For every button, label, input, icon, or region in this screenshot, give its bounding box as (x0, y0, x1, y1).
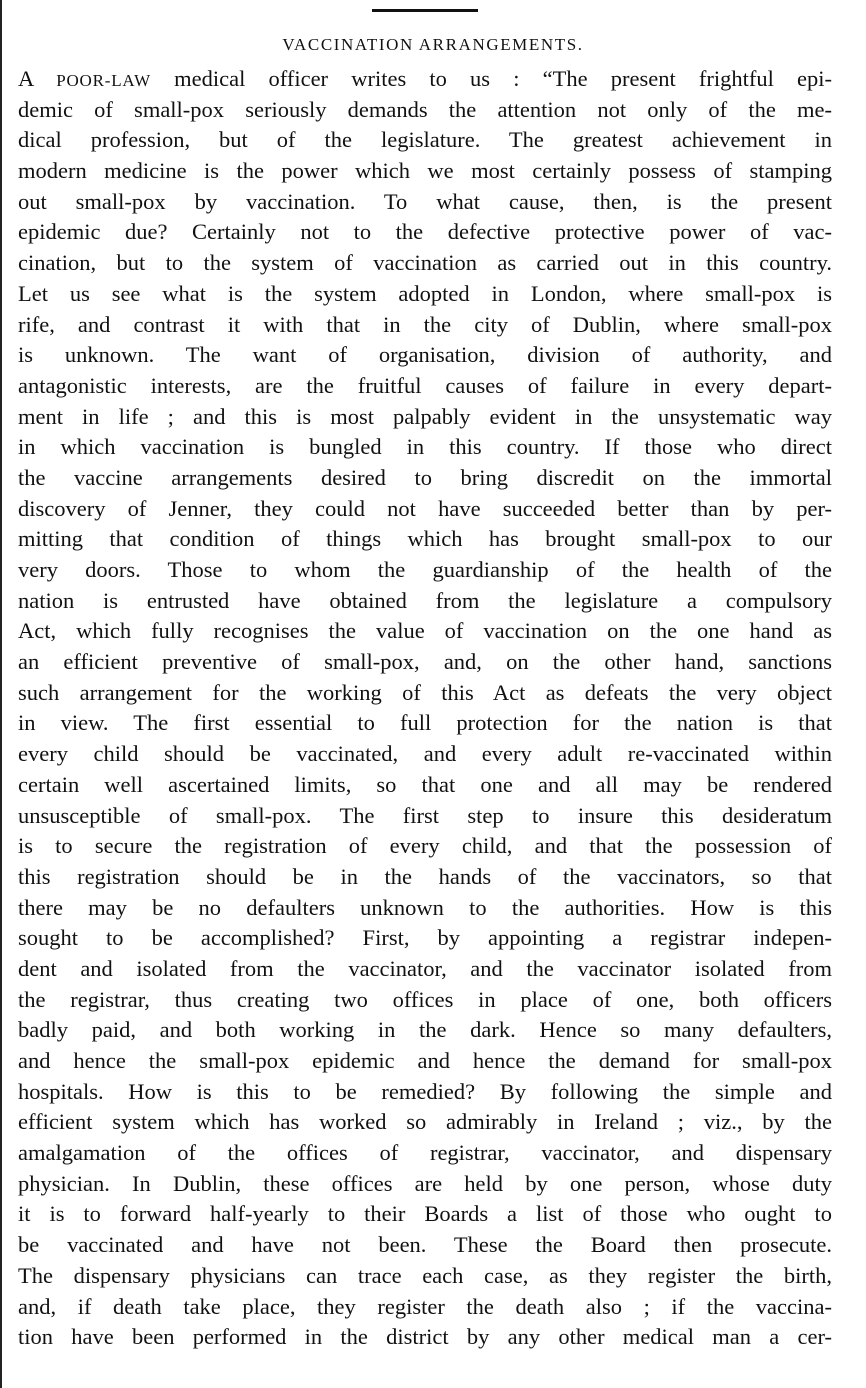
text-line: and, if death take place, they register the death also ; if the vaccina- (18, 1293, 832, 1319)
text-line: tion have been performed in the district by any other medical man a cer- (18, 1324, 832, 1350)
text-line: the registrar, thus creating two offices in place of one, both officers (18, 986, 832, 1012)
top-divider-rule (372, 9, 478, 12)
text-line: physician. In Dublin, these offices are held by one person, whose duty (18, 1170, 832, 1196)
text-line: The dispensary physicians can trace each case, as they register the birth, (18, 1262, 832, 1288)
text-line: antagonistic interests, are the fruitful causes of failure in every depart- (18, 372, 832, 398)
text-line: discovery of Jenner, they could not have succeeded better than by per- (18, 495, 832, 521)
text-line: is to secure the registration of every child, and that the possession of (18, 833, 832, 859)
text-line: it is to forward half-yearly to their Boards a list of those who ought to (18, 1201, 832, 1227)
text-line: nation is entrusted have obtained from the legislature a compulsory (18, 587, 832, 613)
text-line: this registration should be in the hands of the vaccinators, so that (18, 863, 832, 889)
text-line: dent and isolated from the vaccinator, and the vaccinator isolated from (18, 955, 832, 981)
opening-initial-word: A (18, 66, 34, 91)
small-caps-word: POOR-LAW (56, 71, 151, 90)
text-line: dical profession, but of the legislature. The greatest achievement in (18, 127, 832, 153)
text-line: modern medicine is the power which we most certainly possess of stamping (18, 158, 832, 184)
text-line: Let us see what is the system adopted in London, where small-pox is (18, 280, 832, 306)
text-line: demic of small-pox seriously demands the attention not only of the me- (18, 96, 832, 122)
text-line: mitting that condition of things which has brought small-pox to our (18, 526, 832, 552)
text-line: hospitals. How is this to be remedied? By following the simple and (18, 1078, 832, 1104)
text-line: every child should be vaccinated, and every adult re-vaccinated within (18, 741, 832, 767)
text-line: be vaccinated and have not been. These the Board then prosecute. (18, 1232, 832, 1258)
text-line: there may be no defaulters unknown to the authorities. How is this (18, 894, 832, 920)
text-line: and hence the small-pox epidemic and hence the demand for small-pox (18, 1048, 832, 1073)
text-line: in which vaccination is bungled in this country. If those who direct (18, 434, 832, 460)
text-line: efficient system which has worked so admirably in Ireland ; viz., by the (18, 1109, 832, 1135)
text-line: in view. The first essential to full protection for the nation is that (18, 710, 832, 736)
text-line: cination, but to the system of vaccination as carried out in this country. (18, 250, 832, 276)
text-line: sought to be accomplished? First, by appointing a registrar indepen- (18, 925, 832, 951)
opening-line-rest: medical officer writes to us : “The present frightful epi- (174, 66, 832, 91)
text-line: such arrangement for the working of this Act as defeats the very object (18, 679, 832, 705)
text-line: is unknown. The want of organisation, division of authority, and (18, 342, 832, 368)
text-line: an efficient preventive of small-pox, and, on the other hand, sanctions (18, 649, 832, 675)
text-line: rife, and contrast it with that in the city of Dublin, where small-pox (18, 311, 832, 337)
text-line: epidemic due? Certainly not to the defective protective power of vac- (18, 219, 832, 245)
left-margin-rule (0, 0, 2, 1388)
text-line: out small-pox by vaccination. To what cause, then, is the present (18, 188, 832, 214)
text-line: amalgamation of the offices of registrar, vaccinator, and dispensary (18, 1140, 832, 1166)
text-line: ment in life ; and this is most palpably evident in the unsystematic way (18, 403, 832, 429)
text-line: very doors. Those to whom the guardianship of the health of the (18, 557, 832, 582)
text-line: badly paid, and both working in the dark. Hence so many defaulters, (18, 1017, 832, 1043)
text-line-opening (18, 64, 832, 95)
article-heading: VACCINATION ARRANGEMENTS. (282, 35, 584, 54)
text-line: certain well ascertained limits, so that one and all may be rendered (18, 771, 832, 797)
article-body (18, 64, 832, 1353)
text-line: the vaccine arrangements desired to bring discredit on the immortal (18, 464, 832, 490)
text-line: Act, which fully recognises the value of vaccination on the one hand as (18, 618, 832, 644)
text-line: unsusceptible of small-pox. The first step to insure this desideratum (18, 802, 832, 828)
